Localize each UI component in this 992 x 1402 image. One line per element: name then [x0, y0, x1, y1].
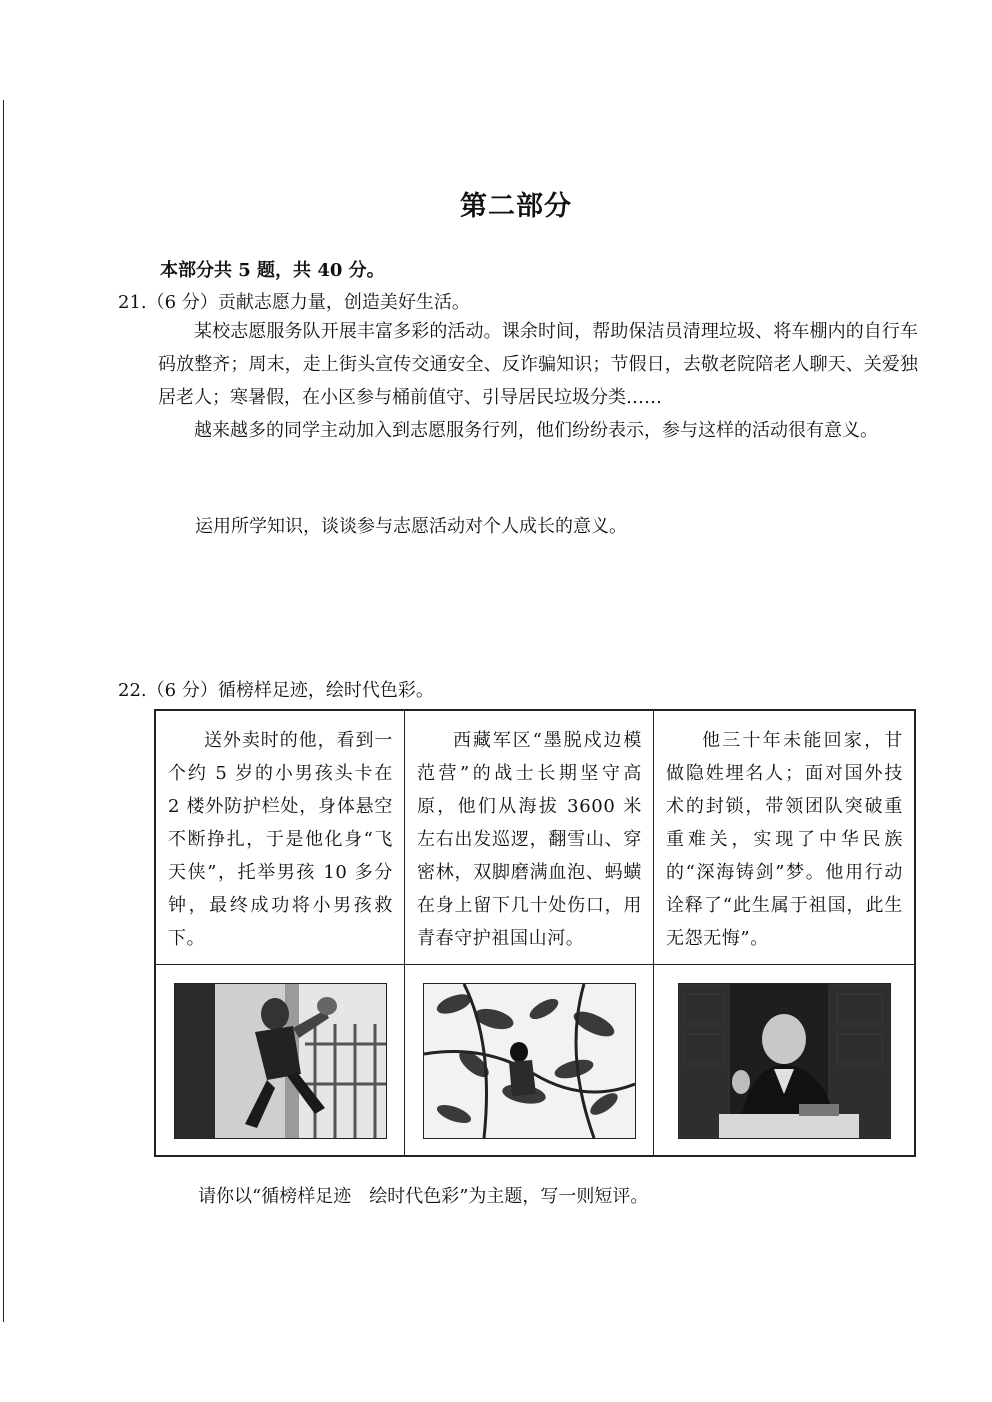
question-number: 22.	[118, 680, 147, 701]
question-21-material	[158, 315, 918, 447]
page-margin-line	[3, 100, 4, 1322]
photo-cell	[654, 964, 916, 1156]
photo-cell	[405, 964, 654, 1156]
case-cell	[654, 710, 916, 964]
question-heading-text: （6 分）循榜样足迹，绘时代色彩。	[146, 680, 434, 701]
question-number: 21.	[118, 292, 147, 313]
case-text: 他三十年未能回家，甘做隐姓埋名人；面对国外技术的封锁，带领团队突破重重难关，实现了中华民族的“深海铸剑”梦。他用行动诠释了“此生属于祖国，此生无怨无悔”。	[666, 730, 903, 949]
material-paragraph: 某校志愿服务队开展丰富多彩的活动。课余时间，帮助保洁员清理垃圾、将车棚内的自行车码放整齐；周末，走上街头宣传交通安全、反诈骗知识；节假日，去敬老院陪老人聊天、关爱独居老人；寒暑假，在小区参与桶前值守、引导居民垃圾分类……	[158, 321, 918, 408]
rescue-climber-photo	[174, 983, 387, 1139]
question-22-prompt: 请你以“循榜样足迹 绘时代色彩”为主题，写一则短评。	[198, 1186, 649, 1207]
section-intro: 本部分共 5 题，共 40 分。	[160, 260, 385, 281]
question-21-prompt: 运用所学知识，谈谈参与志愿活动对个人成长的意义。	[195, 516, 627, 537]
scientist-portrait-photo	[678, 983, 891, 1139]
question-21-heading	[118, 288, 470, 314]
question-22-heading	[118, 676, 434, 702]
case-cell	[155, 710, 405, 964]
case-cell	[405, 710, 654, 964]
question-heading-text: （6 分）贡献志愿力量，创造美好生活。	[146, 292, 470, 313]
case-text: 西藏军区“墨脱戍边模范营”的战士长期坚守高原，他们从海拔 3600 米左右出发巡逻，翻雪山、穿密林，双脚磨满血泡、蚂蟥在身上留下几十处伤口，用青春守护祖国山河。	[417, 730, 642, 949]
photo-cell	[155, 964, 405, 1156]
case-text: 送外卖时的他，看到一个约 5 岁的小男孩头卡在 2 楼外防护栏处，身体悬空不断挣扎，于是他化身“飞天侠”，托举男孩 10 多分钟，最终成功将小男孩救下。	[168, 730, 393, 949]
section-title: 第二部分	[460, 191, 572, 222]
jungle-soldiers-photo	[423, 983, 636, 1139]
role-model-table	[154, 709, 916, 1157]
material-paragraph: 越来越多的同学主动加入到志愿服务行列，他们纷纷表示，参与这样的活动很有意义。	[194, 420, 878, 441]
